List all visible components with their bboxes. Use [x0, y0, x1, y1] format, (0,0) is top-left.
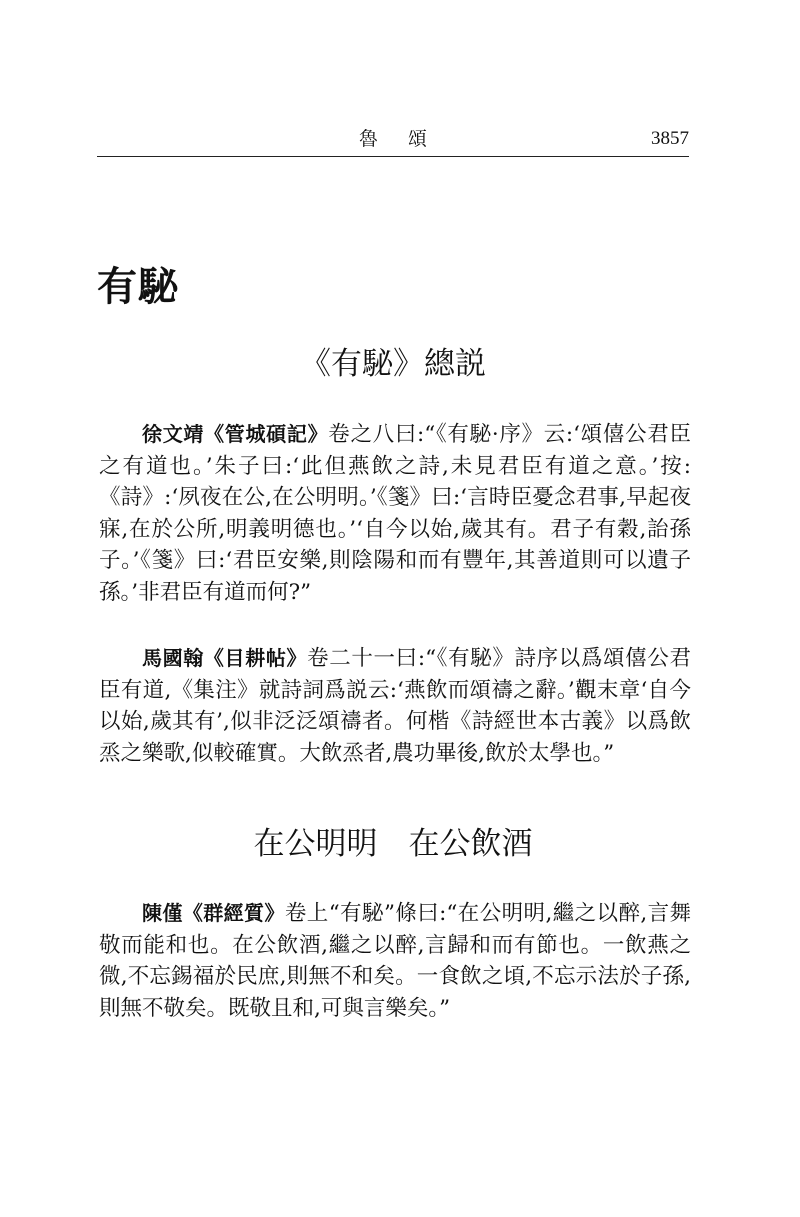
- citation-author: 馬國翰《目耕帖》: [142, 646, 308, 670]
- paragraph-chen-jin: [99, 898, 691, 1024]
- section-title-zaigong: 在公明明 在公飲酒: [253, 826, 533, 862]
- chapter-title: 有駜: [97, 264, 179, 310]
- section-title-overview: 《有駜》總説: [300, 346, 486, 382]
- citation-text: 卷二十一曰:“《有駜》詩序以爲頌僖公君臣有道,《集注》就詩詞爲説云:‘燕飲而頌禱之辭。’觀末章‘自今以始,歲其有’,似非泛泛頌禱者。何楷《詩經世本古義》以爲飲烝之樂歌,似較確實。大飲烝者,農功畢後,飲於太學也。”: [99, 646, 691, 766]
- header-rule: [97, 156, 689, 157]
- page-number: 3857: [651, 128, 689, 149]
- citation-text: 卷之八曰:“《有駜·序》云:‘頌僖公君臣之有道也。’朱子曰:‘此但燕飲之詩,未見君臣有道之意。’按:《詩》:‘夙夜在公,在公明明。’《箋》曰:‘言時臣憂念君事,早起夜寐,在於公所,明義明德也。’‘自今以始,歲其有。君子有穀,詒孫子。’《箋》曰:‘君臣安樂,則陰陽和而有豐年,其善道則可以遺子孫。’非君臣有道而何?”: [99, 422, 691, 605]
- running-title: 魯頌: [358, 128, 457, 150]
- citation-author: 陳僅《群經質》: [142, 901, 285, 925]
- citation-text: 卷上“有駜”條曰:“在公明明,繼之以醉,言舞敬而能和也。在公飲酒,繼之以醉,言歸和而有節也。一飲燕之微,不忘錫福於民庶,則無不和矣。一食飲之頃,不忘示法於子孫,則無不敬矣。既敬且和,可與言樂矣。”: [99, 901, 692, 1021]
- citation-author: 徐文靖《管城碩記》: [142, 422, 329, 446]
- paragraph-xu-wenjing: [99, 419, 691, 608]
- running-head: [97, 124, 689, 154]
- paragraph-ma-guohan: [99, 643, 691, 769]
